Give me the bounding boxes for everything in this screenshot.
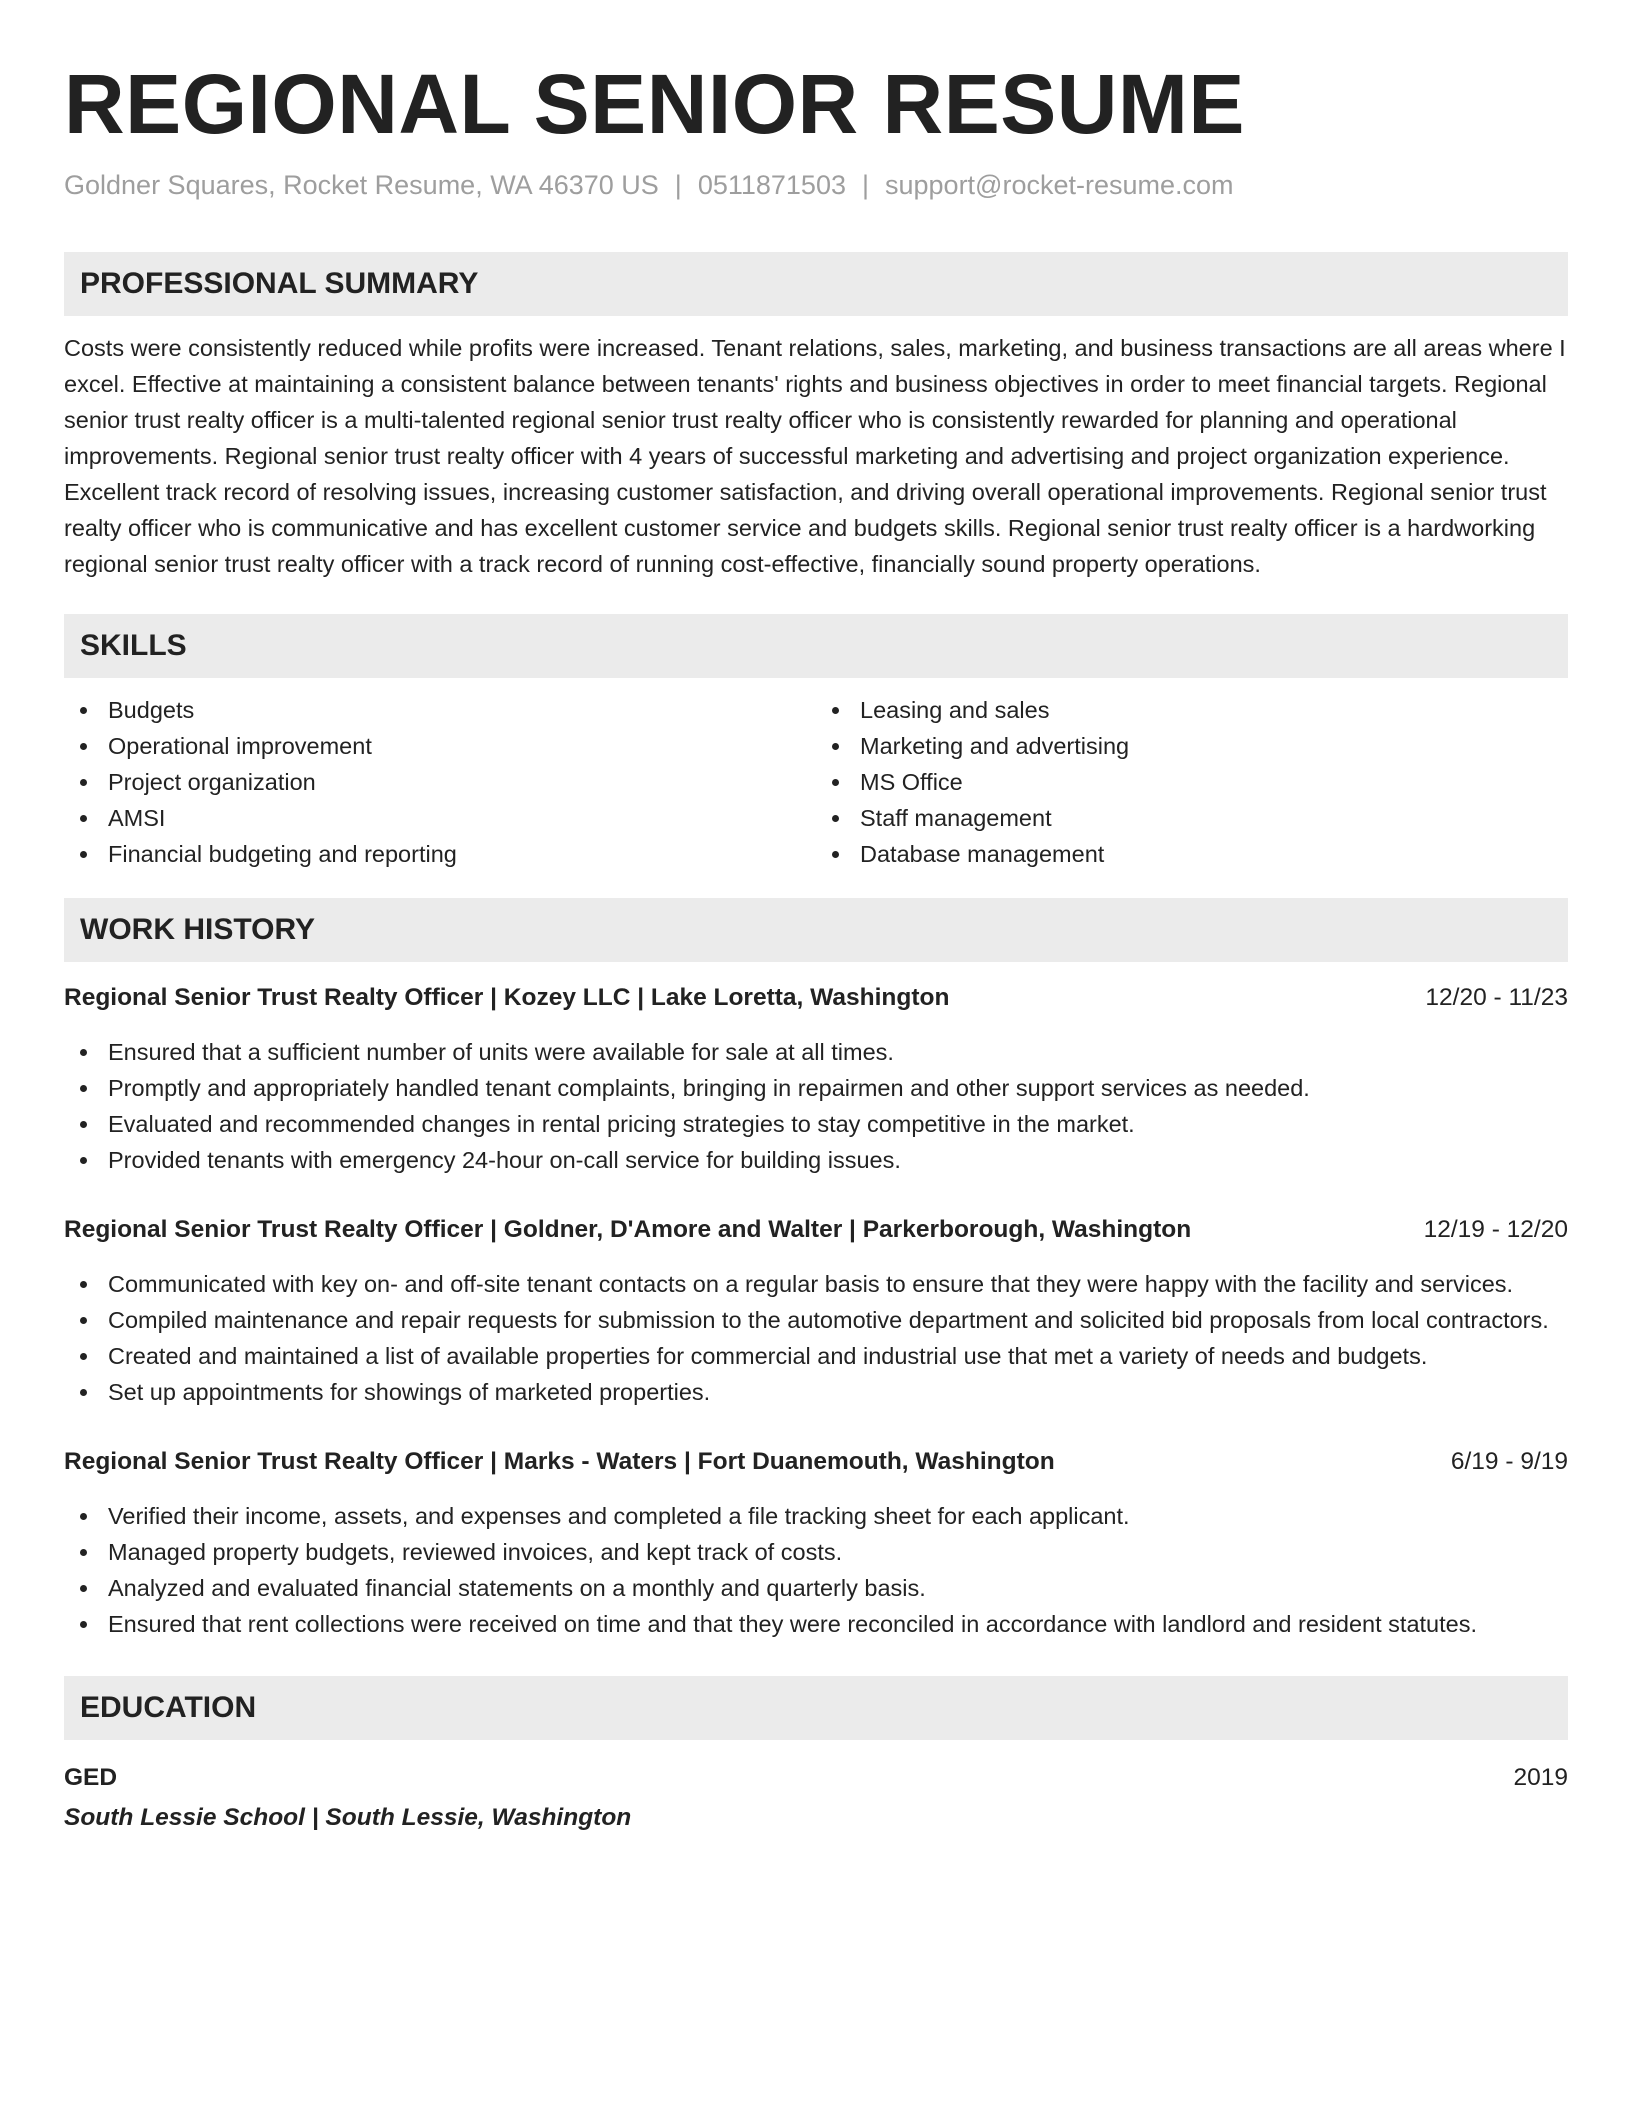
skill-item: AMSI (64, 800, 816, 836)
job-bullets (64, 1266, 1568, 1410)
section-heading-summary: PROFESSIONAL SUMMARY (64, 252, 1568, 316)
skill-item: Staff management (816, 800, 1568, 836)
job-title: Regional Senior Trust Realty Officer | Kozey LLC | Lake Loretta, Washington (64, 984, 950, 1011)
job-dates: 6/19 - 9/19 (1450, 1448, 1568, 1475)
job-bullet: Created and maintained a list of available properties for commercial and industrial use that met a variety of needs and budgets. (64, 1338, 1568, 1374)
job-bullet: Ensured that rent collections were received on time and that they were reconciled in accordance with landlord and resident statutes. (64, 1606, 1568, 1642)
job-header (64, 980, 1568, 1016)
skill-item: Financial budgeting and reporting (64, 836, 816, 872)
job-dates: 12/19 - 12/20 (1423, 1216, 1568, 1243)
contact-address: Goldner Squares, Rocket Resume, WA 46370 US (64, 170, 659, 200)
job-bullets (64, 1498, 1568, 1642)
contact-line (64, 168, 1568, 202)
education-year: 2019 (1513, 1764, 1568, 1791)
summary-text: Costs were consistently reduced while profits were increased. Tenant relations, sales, marketing, and business transactions are all areas where I excel. Effective at maintaining a consistent balance between tenants' rights and business objectives in order to meet financial targets. Regional senior trust realty officer is a multi-talented regional senior trust realty officer who is consistently rewarded for planning and operational improvements. Regional senior trust realty officer with 4 years of successful marketing and advertising and project organization experience. Excellent track record of resolving issues, increasing customer satisfaction, and driving overall operational improvements. Regional senior trust realty officer who is communicative and has excellent customer service and budgets skills. Regional senior trust realty officer is a hardworking regional senior trust realty officer with a track record of running cost-effective, financially sound property operations. (64, 335, 1566, 577)
education-school: South Lessie School | South Lessie, Washington (64, 1804, 632, 1831)
education-degree: GED (64, 1764, 118, 1791)
job-entry (64, 1444, 1568, 1642)
education-entry (64, 1760, 1568, 1836)
job-title: Regional Senior Trust Realty Officer | Goldner, D'Amore and Walter | Parkerborough, Washington (64, 1216, 1192, 1243)
skill-item: Database management (816, 836, 1568, 872)
contact-separator: | (861, 170, 869, 200)
skills-column-left (64, 692, 816, 872)
education-header (64, 1760, 1568, 1796)
job-bullet: Verified their income, assets, and expenses and completed a file tracking sheet for each applicant. (64, 1498, 1568, 1534)
contact-separator: | (674, 170, 682, 200)
job-bullet: Promptly and appropriately handled tenant complaints, bringing in repairmen and other support services as needed. (64, 1070, 1568, 1106)
job-bullet: Communicated with key on- and off-site tenant contacts on a regular basis to ensure that they were happy with the facility and services. (64, 1266, 1568, 1302)
skill-item: Leasing and sales (816, 692, 1568, 728)
skill-item: Project organization (64, 764, 816, 800)
skills-list (64, 692, 1568, 872)
job-title: Regional Senior Trust Realty Officer | Marks - Waters | Fort Duanemouth, Washington (64, 1448, 1055, 1475)
job-bullet: Set up appointments for showings of marketed properties. (64, 1374, 1568, 1410)
job-header (64, 1212, 1568, 1248)
contact-email: support@rocket-resume.com (885, 170, 1234, 200)
section-heading-skills: SKILLS (64, 614, 1568, 678)
skill-item: MS Office (816, 764, 1568, 800)
job-bullet: Provided tenants with emergency 24-hour on-call service for building issues. (64, 1142, 1568, 1178)
job-bullet: Evaluated and recommended changes in rental pricing strategies to stay competitive in the market. (64, 1106, 1568, 1142)
skills-column-right (816, 692, 1568, 872)
job-bullets (64, 1034, 1568, 1178)
contact-phone: 0511871503 (697, 170, 846, 200)
job-header (64, 1444, 1568, 1480)
resume-title: REGIONAL SENIOR RESUME (64, 57, 1245, 151)
job-entry (64, 1212, 1568, 1410)
section-heading-education: EDUCATION (64, 1676, 1568, 1740)
job-bullet: Ensured that a sufficient number of units were available for sale at all times. (64, 1034, 1568, 1070)
skill-item: Operational improvement (64, 728, 816, 764)
skill-item: Budgets (64, 692, 816, 728)
job-bullet: Compiled maintenance and repair requests for submission to the automotive department and solicited bid proposals from local contractors. (64, 1302, 1568, 1338)
section-heading-work: WORK HISTORY (64, 898, 1568, 962)
job-bullet: Managed property budgets, reviewed invoices, and kept track of costs. (64, 1534, 1568, 1570)
job-entry (64, 980, 1568, 1178)
skill-item: Marketing and advertising (816, 728, 1568, 764)
job-dates: 12/20 - 11/23 (1425, 984, 1568, 1011)
job-bullet: Analyzed and evaluated financial statements on a monthly and quarterly basis. (64, 1570, 1568, 1606)
